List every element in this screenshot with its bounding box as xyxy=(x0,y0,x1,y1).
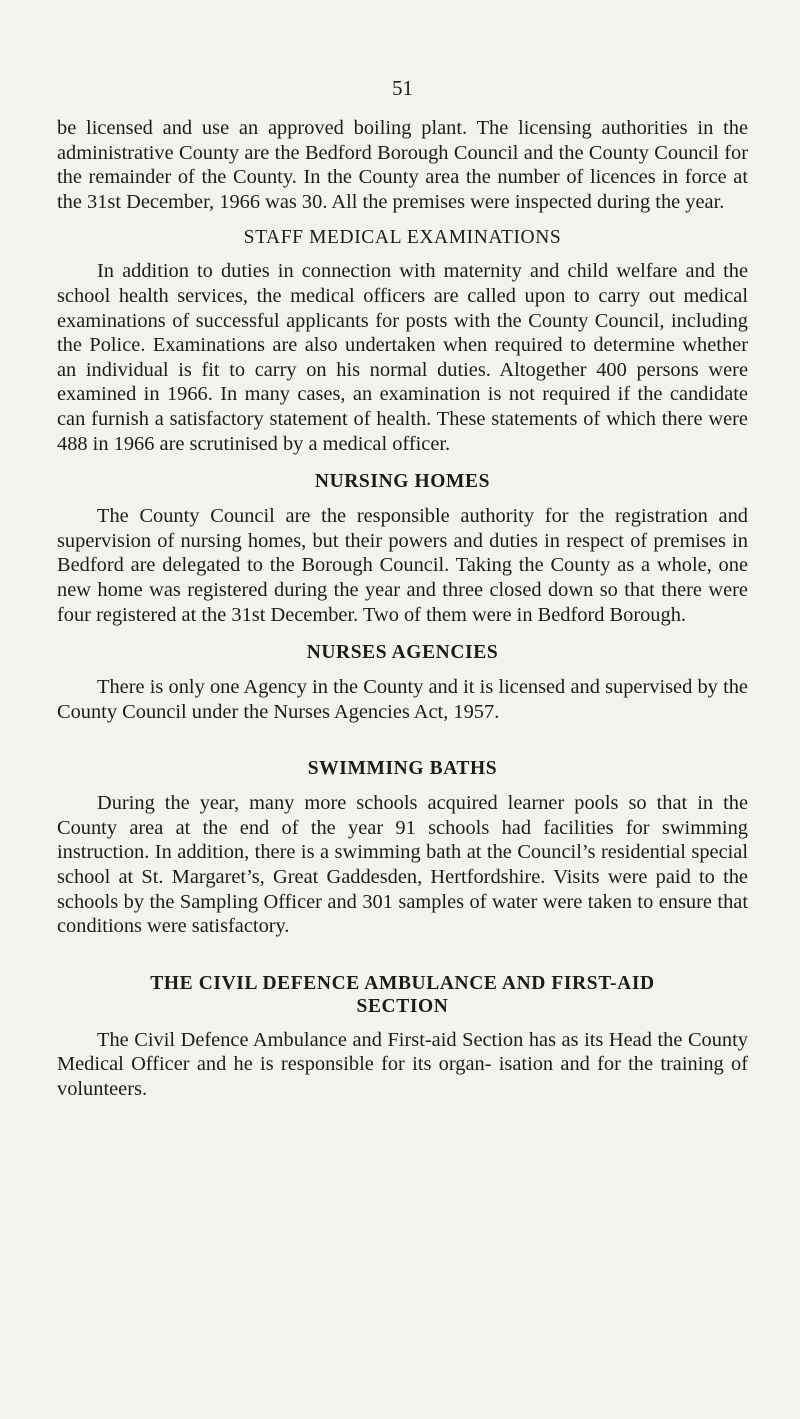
paragraph-staff-medical-examinations: In addition to duties in connection with maternity and child welfare and the school health services, the medical officers are called upon to carry out medical examinations of successful applicants for posts with the County Council, including the Police. Examinations are also undertaken when required to determine whether an individual is fit to carry on his normal duties. Altogether 400 persons were examined in 1966. In many cases, an examination is not required if the candidate can furnish a satisfactory statement of health. These statements of which there were 488 in 1966 are scrutinised by a medical officer. xyxy=(57,260,748,455)
paragraph-swimming-baths: During the year, many more schools acquired learner pools so that in the County area at the end of the year 91 schools had facilities for swimming instruction. In addition, there is a swimming bath at the Council’s residential special school at St. Margaret’s, Great Gaddesden, Hertfordshire. Visits were paid to the schools by the Sampling Officer and 301 samples of water were taken to ensure that conditions were satisfactory. xyxy=(57,792,748,938)
paragraph-nursing-homes: The County Council are the responsible authority for the registration and supervision of nursing homes, but their powers and duties in respect of premises in Bedford are delegated to the Borough Council. Taking the County as a whole, one new home was registered during the year and three closed down so that there were four registered at the 31st December. Two of them were in Bedford Borough. xyxy=(57,505,748,626)
page-number: 51 xyxy=(392,76,413,100)
heading-swimming-baths: SWIMMING BATHS xyxy=(307,758,498,780)
paragraph-nurses-agencies: There is only one Agency in the County and it is licensed and supervised by the County Council under the Nurses Agencies Act, 1957. xyxy=(57,676,748,723)
heading-civil-defence-line-1: THE CIVIL DEFENCE AMBULANCE AND FIRST-AID xyxy=(150,972,655,994)
heading-nursing-homes: NURSING HOMES xyxy=(314,471,491,493)
intro-paragraph: be licensed and use an approved boiling plant. The licensing authorities in the administrative County are the Bedford Borough Council and the County Council for the remainder of the County. In the County area the number of licences in force at the 31st December, 1966 was 30. All the premises were inspected during the year. xyxy=(57,117,748,213)
paragraph-civil-defence-section: The Civil Defence Ambulance and First-aid Section has as its Head the County Medical Officer and he is responsible for its organ- isation and for the training of volunteers. xyxy=(57,1028,748,1101)
heading-nurses-agencies: NURSES AGENCIES xyxy=(306,642,499,664)
heading-civil-defence-section xyxy=(57,972,748,1018)
heading-civil-defence-line-2: SECTION xyxy=(356,995,449,1017)
heading-staff-medical-examinations: STAFF MEDICAL EXAMINATIONS xyxy=(243,227,562,249)
